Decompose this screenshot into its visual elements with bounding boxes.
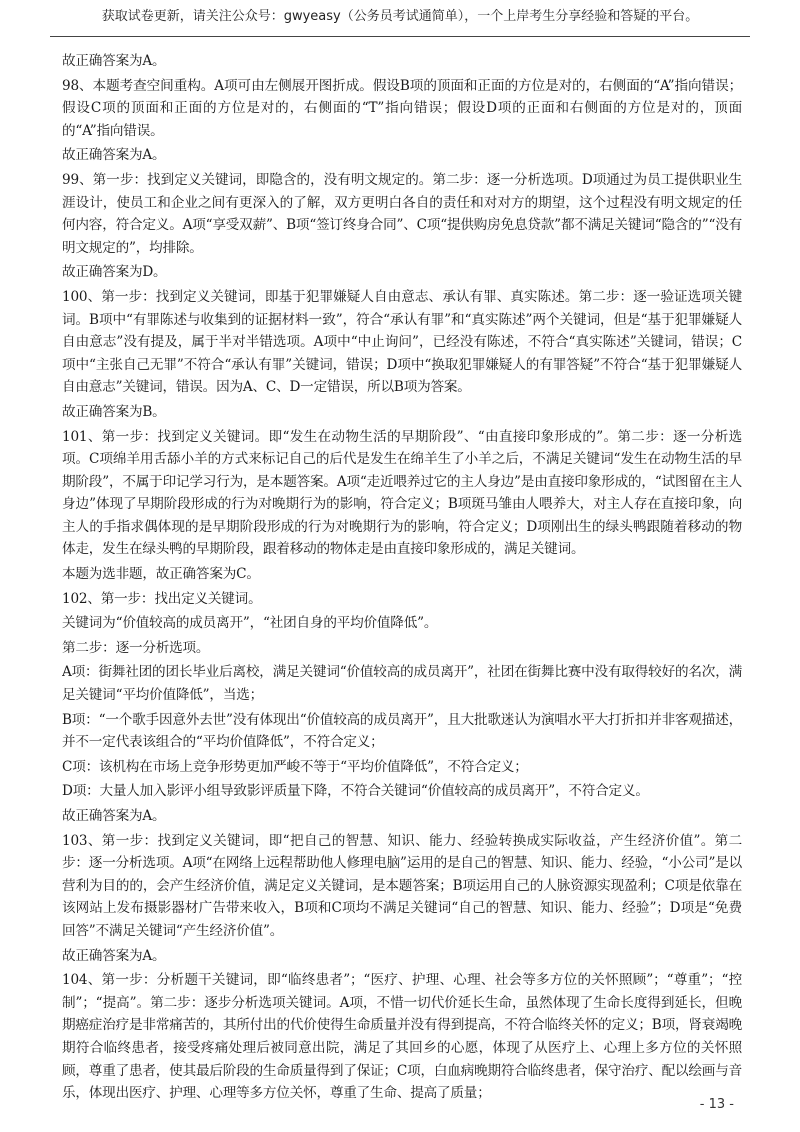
answer-line: 故正确答案为A。 bbox=[62, 947, 166, 964]
explanation-102-option-b: B项：“一个歌手因意外去世”没有体现出“价值较高的成员离开”，且大批歌迷认为演唱水平大打折扣并非客观描述，并不一定代表该组合的“平均价值降低”，不符合定义； bbox=[62, 711, 742, 751]
answer-line: 故正确答案为D。 bbox=[62, 264, 167, 281]
answer-line: 故正确答案为B。 bbox=[62, 403, 166, 420]
explanation-100: 100、第一步：找到定义关键词，即基于犯罪嫌疑人自由意志、承认有罪、真实陈述。第二步：逐一验证选项关键词。B项中“有罪陈述与收集到的证据材料一致”，符合“承认有罪”和“真实陈述”两个关键词，但是“基于犯罪嫌疑人自由意志”没有提及，属于半对半错选项。A项中“中止询问”，已经没有陈述，不符合“真实陈述”关键词，错误；C项中“主张自己无罪”不符合“承认有罪”关键词，错误；D项中“换取犯罪嫌疑人的有罪答疑”不符合“基于犯罪嫌疑人自由意志”关键词，错误。因为A、C、D一定错误，所以B项为答案。 bbox=[62, 288, 742, 396]
answer-line: 故正确答案为A。 bbox=[62, 808, 166, 824]
explanation-102-option-d: D项：大量人加入影评小组导致影评质量下降，不符合关键词“价值较高的成员离开”，不符合定义。 bbox=[62, 783, 649, 800]
header-text: 获取试卷更新，请关注公众号：gwyeasy（公务员考试通简单），一个上岸考生分享经验和答疑的平台。 bbox=[101, 9, 699, 24]
header-divider bbox=[50, 36, 750, 37]
document-body bbox=[62, 50, 742, 1110]
explanation-99: 99、第一步：找到定义关键词，即隐含的，没有明文规定的。第二步：逐一分析选项。D项通过为员工提供职业生涯设计，使员工和企业之间有更深入的了解，双方更明白各自的责任和对对方的期望，这个过程没有明文规定的任何内容，符合定义。A项“享受双薪”、B项“签订终身合同”、C项“提供购房免息贷款”都不满足关键词“隐含的”“没有明文规定的”，均排除。 bbox=[62, 171, 742, 256]
explanation-102-option-a: A项：街舞社团的团长毕业后离校，满足关键词“价值较高的成员离开”，社团在街舞比赛中没有取得较好的名次，满足关键词“平均价值降低”，当选； bbox=[62, 664, 742, 704]
explanation-102-option-c: C项：该机构在市场上竞争形势更加严峻不等于“平均价值降低”，不符合定义； bbox=[62, 758, 528, 775]
explanation-98: 98、本题考查空间重构。A项可由左侧展开图折成。假设B项的顶面和正面的方位是对的，右侧面的“A”指向错误；假设C项的顶面和正面的方位是对的，右侧面的“T”指向错误；假设D项的正面和右侧面的方位是对的，顶面的“A”指向错误。 bbox=[62, 77, 742, 139]
explanation-104: 104、第一步：分析题干关键词，即“临终患者”；“医疗、护理、心理、社会等多方位的关怀照顾”；“尊重”；“控制”；“提高”。第二步：逐步分析选项关键词。A项，不惜一切代价延长生命，虽然体现了生命长度得到延长，但晚期癌症治疗是非常痛苦的，其所付出的代价使得生命质量并没有得到提高，不符合临终关怀的定义；B项，肾衰竭晚期符合临终患者，接受疼痛处理后被同意出院，满足了其回乡的心愿，体现了从医疗上、心理上多方位的关怀照顾，尊重了患者，使其最后阶段的生命质量得到了保证；C项，白血病晚期符合临终患者，保守治疗、配以绘画与音乐，体现出医疗、护理、心理等多方位关怀，尊重了生命、提高了质量； bbox=[62, 972, 742, 1102]
explanation-102-step2: 第二步：逐一分析选项。 bbox=[62, 639, 210, 656]
answer-line: 故正确答案为A。 bbox=[62, 53, 166, 69]
page-header bbox=[0, 0, 800, 34]
explanation-102-step1: 102、第一步：找出定义关键词。 bbox=[62, 590, 262, 607]
answer-line: 故正确答案为A。 bbox=[62, 147, 166, 164]
explanation-101: 101、第一步：找到定义关键词。即“发生在动物生活的早期阶段”、“由直接印象形成的”。第二步：逐一分析选项。C项绵羊用舌舔小羊的方式来标记自己的后代是发生在绵羊生了小羊之后，不满足关键词“发生在动物生活的早期阶段”，不属于印记学习行为，是本题答案。A项“走近喂养过它的主人身边”是由直接印象形成的，“试图留在主人身边”体现了早期阶段形成的行为对晚期行为的影响，符合定义；B项斑马雏由人喂养大，对主人存在直接印象，向主人的手指求偶体现的是早期阶段形成的行为对晚期行为的影响，符合定义；D项刚出生的绿头鸭跟随着移动的物体走，发生在绿头鸭的早期阶段，跟着移动的物体走是由直接印象形成的，满足关键词。 bbox=[62, 428, 742, 558]
answer-line: 本题为选非题，故正确答案为C。 bbox=[62, 566, 260, 583]
explanation-103: 103、第一步：找到定义关键词，即“把自己的智慧、知识、能力、经验转换成实际收益，产生经济价值”。第二步：逐一分析选项。A项“在网络上远程帮助他人修理电脑”运用的是自己的智慧、知识、能力、经验，“小公司”是以营利为目的的，会产生经济价值，满足定义关键词，是本题答案；B项运用自己的人脉资源实现盈利；C项是依靠在该网站上发布摄影器材广告带来收入，B项和C项均不满足关键词“自己的智慧、知识、能力、经验”；D项是“免费回答”不满足关键词“产生经济价值”。 bbox=[62, 832, 742, 939]
page-number: - 13 - bbox=[699, 1097, 734, 1112]
explanation-102-keywords: 关键词为“价值较高的成员离开”，“社团自身的平均价值降低”。 bbox=[62, 615, 438, 632]
